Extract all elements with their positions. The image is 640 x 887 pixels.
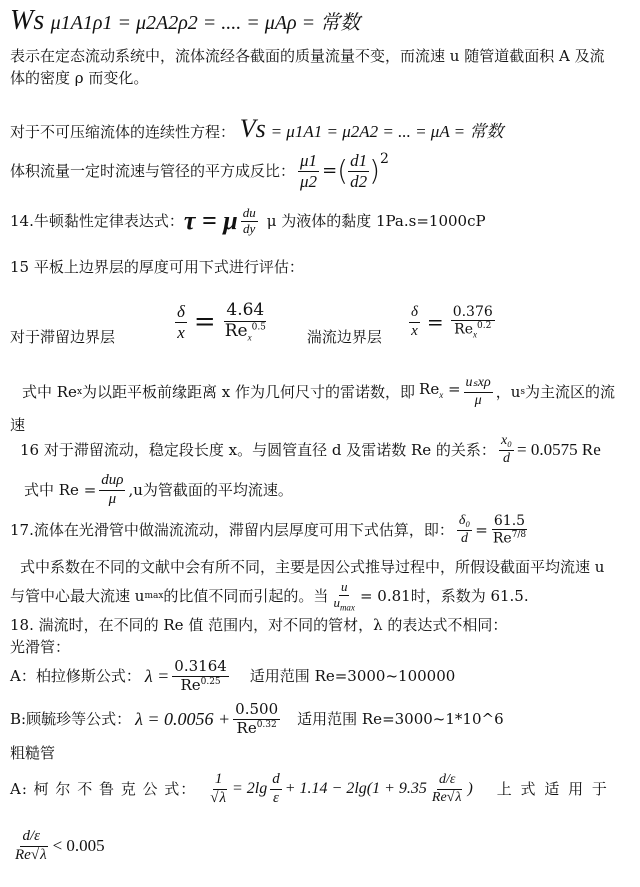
reynolds-symbol: Re: [224, 320, 248, 341]
mass-flow-lhs: Ws: [10, 5, 45, 36]
ratio-denominator: μ2: [300, 171, 318, 191]
paragraph-line: 表示在定态流动系统中，流体流经各截面的质量流量不变，而流速 u 随管道截面积 A 及流: [10, 47, 605, 65]
exponent: 2: [380, 151, 389, 167]
equals-sign: =: [193, 307, 216, 337]
gu-fraction: [233, 701, 280, 737]
diameter-ratio: [348, 151, 369, 191]
gradient-numerator: du: [242, 204, 256, 220]
left-paren: (: [337, 154, 349, 187]
turbulent-label: 湍流边界层: [306, 328, 382, 346]
line2-part: 式中 Re =: [24, 481, 97, 499]
newton-law-lhs: τ = μ: [183, 206, 238, 235]
laminar-lhs: [175, 302, 187, 342]
section-16: [20, 430, 601, 470]
sublayer-rhs: [491, 513, 528, 547]
condition-fraction: [13, 828, 50, 864]
desc-sub: x: [76, 387, 83, 397]
blasius-fraction: [172, 658, 229, 694]
boundary-layer-formulas: [10, 292, 498, 352]
line2-part: ,u为管截面的平均流速。: [128, 481, 293, 499]
ratio-numerator: μ1: [300, 150, 318, 170]
reynolds-definition: [99, 472, 125, 508]
superscript: 0.25: [200, 676, 221, 687]
equals-sign: =: [426, 310, 444, 334]
formula-label: B:顾毓珍等公式：: [10, 710, 132, 728]
entry-length-ratio: [499, 433, 514, 466]
reynolds-symbol: Re: [15, 846, 31, 863]
colebrook-part: + 1.14 − 2lg(1 + 9.35: [284, 780, 427, 797]
smooth-pipe-heading: 光滑管：: [10, 638, 71, 656]
sqrt-argument: λ: [455, 789, 462, 805]
desc-part: 为主流区的流: [525, 383, 616, 401]
gu-num: 0.500: [235, 700, 279, 719]
inner-num: d/ε: [437, 772, 457, 789]
superscript: 0.5: [251, 322, 266, 333]
sublayer-rhs-num: 61.5: [493, 513, 526, 530]
viscosity-note: μ 为液体的黏度 1Pa.s=1000cP: [266, 212, 486, 230]
lambda-lhs: λ =: [144, 666, 170, 686]
applicability-note: 上 式 适 用 于: [496, 780, 609, 798]
subscript: x: [439, 390, 444, 400]
mass-flow-rhs: μ1A1ρ1 = μ2A2ρ2 = .... = μAρ = 常数: [50, 12, 361, 34]
laminar-rhs-num: 4.64: [226, 300, 265, 321]
velocity-den: [331, 596, 357, 613]
gu-formula: [10, 698, 504, 740]
closing-paren: ): [467, 780, 473, 797]
laminar-rhs: [223, 301, 268, 342]
turbulent-rhs-den: [452, 321, 493, 340]
paragraph-line: 体的密度 ρ 而变化。: [10, 69, 149, 87]
reynolds-fraction: [464, 375, 493, 408]
reynolds-symbol: Re: [419, 380, 440, 398]
section-17: [10, 508, 531, 552]
superscript: 7/8: [511, 530, 527, 541]
condition-num: d/ε: [20, 828, 42, 846]
sublayer-ratio: [457, 513, 472, 546]
incompressible-text: 对于不可压缩流体的连续性方程：: [10, 123, 236, 141]
turbulent-rhs-num: 0.376: [452, 304, 493, 321]
colebrook-den: √λ: [210, 789, 226, 806]
superscript: 0.2: [476, 321, 492, 332]
equals-sign: =: [322, 160, 338, 181]
paragraph-line: 式中系数在不同的文献中会有所不同，主要是因公式推导过程中，所假设截面平均流速 u: [20, 558, 605, 576]
colebrook-formula: [10, 764, 609, 814]
line3-sub: max: [144, 591, 164, 601]
rough-pipe-heading: 粗糙管: [10, 744, 56, 762]
volume-flow-text: 体积流量一定时流速与管径的平方成反比：: [10, 162, 296, 180]
sqrt-argument: λ: [219, 789, 226, 806]
velocity-ratio: [331, 580, 357, 613]
colebrook-inner-fraction: [430, 772, 465, 805]
reynolds-symbol: Re: [180, 675, 201, 694]
laminar-rhs-den: [223, 322, 268, 343]
line3-part: 与管中心最大流速 u: [10, 587, 145, 605]
subscript: x: [472, 329, 477, 340]
blasius-den: [178, 677, 222, 694]
laminar-lhs-den: x: [177, 322, 185, 342]
laminar-lhs-num: δ: [177, 301, 185, 321]
relative-roughness: [270, 771, 282, 807]
entry-num: x₀: [499, 433, 514, 450]
colebrook-num: 1: [213, 771, 225, 789]
reynolds-symbol: Re: [492, 530, 512, 547]
section-17-line3: [10, 578, 529, 614]
re-lhs: $Re_x$ =: [419, 380, 461, 400]
blasius-formula: [10, 656, 455, 696]
sqrt-argument: λ: [40, 846, 47, 863]
velocity-num: u: [340, 578, 348, 594]
diameter-numerator: d1: [350, 150, 368, 170]
formula-label: A: 柯 尔 不 鲁 克 公 式：: [10, 780, 197, 798]
equals-sign: =: [475, 521, 488, 539]
line3-part: 的比值不同而引起的。当: [163, 587, 329, 605]
re-def-den: μ: [108, 490, 117, 507]
condition-den: Re√λ: [15, 846, 47, 863]
gu-den: [235, 720, 279, 737]
reynolds-description: [22, 372, 615, 412]
formula-label: A：柏拉修斯公式：: [10, 667, 141, 685]
incompressible-rhs: = μ1A1 = μ2A2 = ... = μA = 常数: [270, 122, 504, 141]
section-18-title: 18. 湍流时，在不同的 Re 值 范围内，对不同的管材，λ 的表达式不相同：: [10, 616, 508, 634]
colebrook-part: = 2lg: [232, 780, 268, 797]
turbulent-lhs-num: δ: [409, 304, 420, 322]
section-14: [10, 200, 486, 242]
superscript: 0.32: [256, 719, 277, 730]
section-16-line2: [24, 470, 293, 510]
inner-den: Re√λ: [431, 789, 462, 805]
velocity-gradient: [241, 206, 258, 237]
mass-flow-equation: [10, 6, 360, 38]
reynolds-symbol: Re: [236, 718, 257, 737]
laminar-label: 对于滞留边界层: [10, 328, 116, 346]
gradient-denominator: dy: [243, 220, 256, 236]
diameter-denominator: d2: [350, 171, 368, 191]
section-16-text: 16 对于滞留流动，稳定段长度 x。与圆管直径 d 及雷诺数 Re 的关系：: [20, 441, 496, 459]
incompressible-lhs: Vs: [239, 114, 266, 143]
sublayer-rhs-den: [491, 530, 528, 547]
incompressible-continuity: [10, 112, 503, 149]
turbulent-lhs: [409, 304, 420, 340]
reynolds-symbol: Re: [431, 789, 447, 805]
volume-flow-relation: [10, 148, 389, 194]
desc-part: 为以距平板前缘距离 x 作为几何尺寸的雷诺数，即: [82, 383, 416, 401]
desc-part: 式中 Re: [22, 383, 77, 401]
section-17-text: 17.流体在光滑管中做湍流流动，滞留内层厚度可用下式估算，即：: [10, 521, 454, 539]
ratio-value: = 0.81: [359, 587, 411, 605]
desc-sub: s: [520, 387, 525, 397]
lambda-expression: λ = 0.0056 +: [135, 709, 231, 729]
section-15-title: 15 平板上边界层的厚度可用下式进行评估：: [10, 258, 304, 276]
condition-rhs: < 0.005: [52, 836, 105, 855]
paragraph-line: 速: [10, 416, 26, 434]
entry-rhs: = 0.0575 Re: [517, 440, 601, 459]
desc-part: ，u: [495, 383, 521, 401]
line3-part: 时，系数为 61.5.: [410, 587, 529, 605]
re-def-num: duρ: [99, 472, 125, 490]
inverse-sqrt-lambda: [208, 771, 229, 807]
re-num: uₛxρ: [464, 375, 493, 392]
roughness-num: d: [270, 771, 282, 789]
right-paren: ): [369, 154, 381, 187]
roughness-den: ε: [273, 789, 279, 806]
applicable-range: 适用范围 Re=3000~1*10^6: [297, 710, 504, 728]
sublayer-num: δ₀: [457, 513, 472, 530]
volume-flow-ratio: [298, 151, 319, 191]
section-14-label: 14.牛顿黏性定律表达式：: [10, 212, 184, 230]
blasius-num: 0.3164: [174, 657, 227, 676]
subscript: x: [247, 332, 252, 343]
applicability-condition: [10, 818, 105, 874]
entry-den: d: [502, 450, 510, 466]
sublayer-den: d: [461, 530, 469, 546]
velocity-symbol: u: [333, 594, 340, 610]
reynolds-symbol: Re: [454, 321, 473, 338]
re-den: μ: [474, 392, 482, 408]
applicable-range: 适用范围 Re=3000~100000: [249, 667, 456, 685]
subscript: max: [339, 602, 355, 613]
turbulent-rhs: [451, 304, 495, 340]
turbulent-lhs-den: x: [411, 322, 418, 339]
